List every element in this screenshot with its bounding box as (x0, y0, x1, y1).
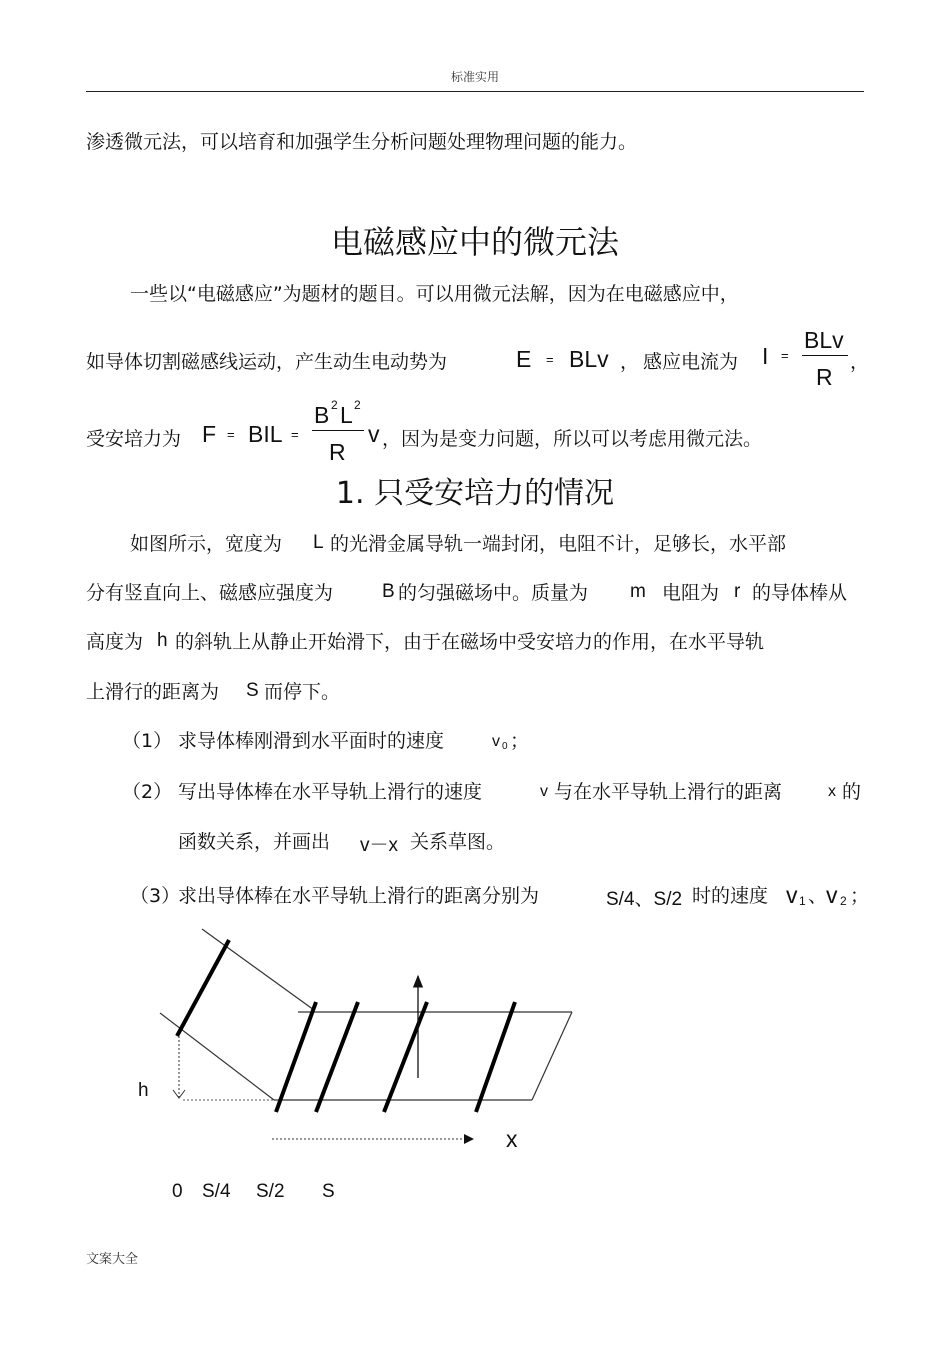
problem-line4-a: 上滑行的距离为 (86, 681, 220, 703)
q3-var-v2: v (826, 882, 838, 908)
page-title: 电磁感应中的微元法 (330, 223, 619, 261)
q3-var-v1-sub: 1 (799, 894, 806, 908)
problem-line2-c: 电阻为 (662, 582, 720, 604)
q3-text: 求出导体棒在水平导轨上滑行的距离分别为 (178, 885, 540, 907)
force-eq-sign-2: = (291, 427, 299, 442)
problem-var-h: h (157, 630, 168, 651)
comma-2: ， (850, 351, 870, 373)
q2-var-x: x (828, 783, 836, 800)
problem-line4-b: 而停下。 (264, 681, 341, 703)
problem-var-r: r (734, 581, 741, 602)
q2-number: （2） (122, 781, 173, 803)
current-eq-sign: = (781, 348, 789, 363)
problem-line1-b: 的光滑金属导轨一端封闭，电阻不计，足够长，水平部 (330, 533, 787, 555)
para1-line2-prefix: 如导体切割磁感线运动，产生动生电动势为 (86, 351, 448, 373)
emf-rhs: BLv (569, 346, 609, 372)
label-x: x (506, 1126, 518, 1152)
problem-var-S: S (246, 680, 259, 701)
q2-text-a: 写出导体棒在水平导轨上滑行的速度 (178, 781, 483, 803)
intro-line: 渗透微元法，可以培育和加强学生分析问题处理物理问题的能力。 (86, 131, 638, 153)
para1-line3-suffix: ，因为是变力问题，所以可以考虑用微元法。 (382, 428, 763, 450)
q2-line2-a: 函数关系，并画出 (178, 831, 331, 853)
q1-var-sub: 0 (502, 741, 508, 752)
problem-line1-a: 如图所示，宽度为 (130, 533, 283, 555)
incline-rail-lower (160, 1013, 274, 1100)
comma-1: ， (620, 351, 640, 373)
current-text: 感应电流为 (643, 351, 739, 373)
problem-line2-b: 的匀强磁场中。质量为 (398, 582, 589, 604)
q3-number: （3） (130, 885, 181, 907)
q2-vx: v－x (360, 835, 399, 856)
incline-rail-upper (202, 929, 314, 1010)
field-line-3 (384, 1002, 427, 1112)
current-numerator: BLv (804, 327, 844, 353)
para1-line1: 一些以“电磁感应”为题材的题目。可以用微元法解，因为在电磁感应中， (130, 283, 739, 305)
emf-lhs: E (516, 346, 532, 372)
q1-text: 求导体棒刚滑到水平面时的速度 (178, 730, 445, 752)
field-line-4 (476, 1002, 515, 1112)
problem-line3-b: 的斜轨上从静止开始滑下，由于在磁场中受安培力的作用，在水平导轨 (175, 631, 765, 653)
conductor-bar-incline (177, 940, 229, 1036)
q3-sep: 、 (808, 885, 828, 907)
problem-line3-a: 高度为 (86, 631, 144, 653)
force-v: v (368, 421, 380, 447)
problem-var-m: m (630, 581, 646, 602)
page-header: 标准实用 (450, 70, 499, 84)
emf-eq-sign: = (546, 352, 554, 367)
q2-var-v: v (540, 783, 548, 800)
problem-var-B: B (382, 581, 395, 602)
force-eq-sign-1: = (227, 427, 235, 442)
force-mid: BIL (248, 421, 283, 447)
current-lhs: I (762, 343, 769, 369)
x-axis-arrowhead (464, 1134, 474, 1144)
q3-var-v2-sub: 2 (840, 894, 847, 908)
q3-text-b: 时的速度 (692, 885, 769, 907)
problem-line2-d: 的导体棒从 (752, 582, 848, 604)
force-num-b: B (314, 402, 330, 428)
force-num-exp2: 2 (354, 398, 361, 412)
force-num-exp1: 2 (331, 398, 338, 412)
q2-text-b: 与在水平导轨上滑行的距离 (554, 781, 783, 803)
force-num-l: L (340, 402, 353, 428)
page-footer: 文案大全 (86, 1252, 139, 1267)
q1-end: ； (510, 730, 530, 752)
current-denominator: R (816, 364, 833, 390)
axis-label-s4: S/4 (202, 1181, 231, 1202)
field-line-2 (316, 1002, 358, 1112)
q3-values: S/4、S/2 (606, 889, 683, 910)
problem-var-L: L (313, 532, 324, 553)
q2-line2-b: 关系草图。 (410, 831, 506, 853)
q1-number: （1） (122, 730, 173, 752)
force-denominator: R (329, 439, 346, 465)
force-lhs: F (202, 421, 217, 447)
axis-label-s2: S/2 (256, 1181, 285, 1202)
q2-text-c: 的 (842, 781, 862, 803)
para1-line3-prefix: 受安培力为 (86, 428, 182, 450)
section-1-title: 1. 只受安培力的情况 (335, 476, 615, 511)
field-line-1 (276, 1002, 316, 1112)
problem-line2-a: 分有竖直向上、磁感应强度为 (86, 582, 334, 604)
rail-end-edge (532, 1012, 572, 1100)
axis-label-0: 0 (172, 1181, 183, 1202)
q3-end: ； (850, 885, 870, 907)
axis-label-s: S (322, 1181, 335, 1202)
label-h: h (138, 1080, 149, 1101)
q1-var-v: v (492, 733, 500, 750)
q3-var-v1: v (786, 882, 798, 908)
